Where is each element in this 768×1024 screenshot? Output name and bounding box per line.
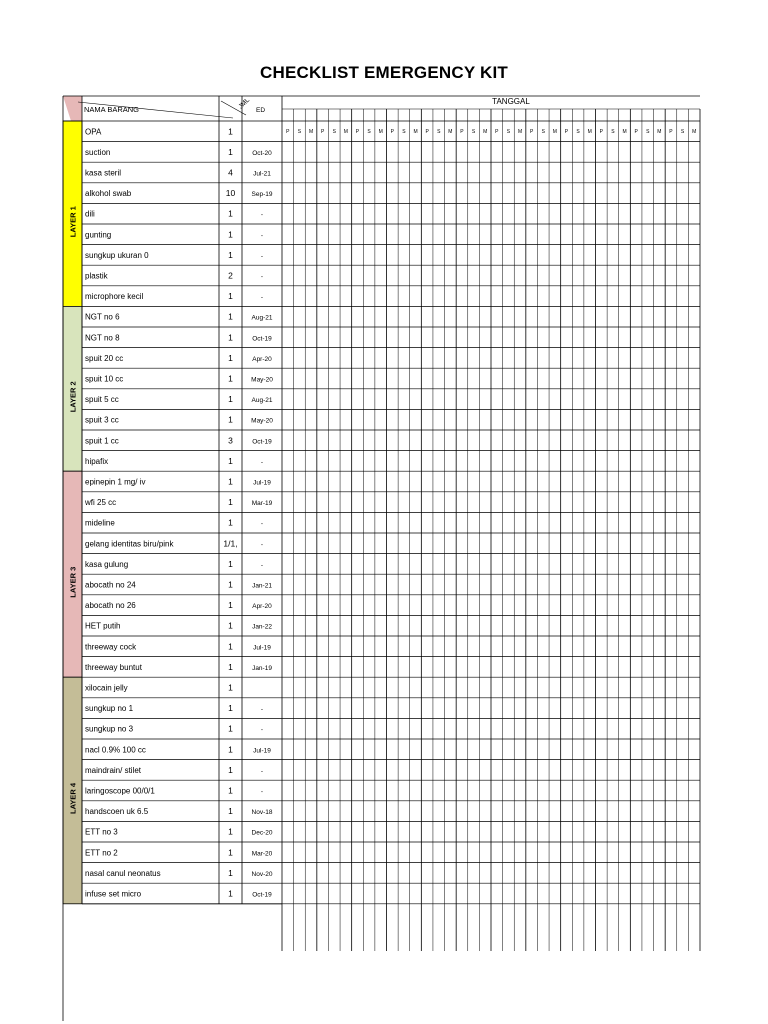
item-name: ETT no 3 [85, 827, 118, 837]
item-ed: Apr-20 [252, 603, 272, 611]
item-ed: Oct-19 [252, 335, 272, 343]
shift-label: P [320, 129, 325, 135]
item-qty: 1 [228, 744, 233, 755]
item-qty: 1 [228, 126, 233, 137]
item-qty: 1 [228, 394, 233, 405]
item-ed: - [260, 706, 264, 714]
item-qty: 1 [228, 229, 233, 240]
item-name: sungkup no 1 [85, 704, 134, 714]
shift-label: P [529, 129, 534, 135]
item-ed: - [260, 273, 264, 281]
item-qty: 1 [228, 682, 233, 693]
item-name: mideline [85, 518, 115, 528]
item-name: NGT no 8 [85, 333, 120, 343]
shift-label: M [587, 129, 592, 135]
shift-label: M [692, 129, 697, 135]
shift-label: S [611, 129, 615, 135]
item-ed: May-20 [251, 417, 273, 425]
shift-label: M [378, 129, 383, 135]
item-ed: Jan-22 [252, 623, 272, 631]
item-qty: 1 [228, 826, 233, 837]
shift-label: P [425, 129, 429, 135]
item-qty: 1 [228, 785, 233, 796]
item-ed: Oct-19 [252, 438, 272, 446]
layer-label: LAYER 4 [68, 783, 78, 814]
item-name: kasa steril [85, 168, 122, 178]
item-qty: 1 [228, 703, 233, 714]
item-qty: 1 [228, 249, 233, 260]
shift-label: P [460, 129, 464, 135]
item-name: maindrain/ stilet [85, 765, 142, 775]
item-name: handscoen uk 6.5 [85, 807, 149, 817]
shift-label: P [390, 129, 394, 135]
shift-label: S [367, 129, 371, 135]
layer-label: LAYER 1 [68, 206, 78, 238]
shift-label: M [413, 129, 418, 135]
item-name: nasal canul neonatus [85, 868, 161, 878]
item-qty: 1 [228, 291, 233, 302]
item-qty: 10 [225, 188, 236, 199]
item-qty: 1 [228, 352, 233, 363]
item-qty: 1 [228, 579, 233, 590]
item-ed: - [260, 252, 264, 260]
shift-label: P [564, 129, 569, 135]
item-ed: Nov-18 [251, 809, 273, 817]
item-qty: 1 [228, 476, 233, 487]
item-name: spuit 5 cc [85, 395, 119, 405]
item-ed: Oct-19 [252, 891, 272, 899]
item-ed: - [260, 767, 264, 775]
shift-label: M [308, 129, 314, 135]
item-ed: - [260, 561, 264, 569]
item-name: nacl 0.9% 100 cc [85, 745, 146, 755]
item-qty: 2 [228, 270, 233, 281]
item-name: OPA [85, 127, 102, 137]
header-qty-label: JML [237, 96, 252, 111]
item-ed: Nov-20 [251, 870, 273, 878]
page-title: CHECKLIST EMERGENCY KIT [260, 63, 508, 82]
item-name: alkohol swab [85, 189, 132, 199]
item-ed: - [260, 211, 264, 219]
shift-label: P [599, 129, 603, 135]
item-qty: 1 [228, 888, 233, 899]
item-ed: Aug-21 [251, 314, 273, 322]
shift-label: S [680, 129, 685, 135]
item-ed: - [260, 520, 264, 528]
item-qty: 1 [228, 600, 233, 611]
item-ed: Sep-19 [251, 191, 273, 199]
item-ed: - [260, 788, 264, 796]
item-ed: Jul-21 [253, 170, 271, 178]
item-name: microphore kecil [85, 292, 144, 302]
item-qty: 1 [228, 867, 233, 878]
item-qty: 1/1, [223, 538, 238, 549]
item-qty: 1 [228, 620, 233, 631]
item-ed: Mar-19 [251, 500, 273, 508]
item-qty: 1 [228, 847, 233, 858]
item-ed: Jan-19 [252, 664, 272, 672]
item-qty: 1 [228, 558, 233, 569]
header-name-label: NAMA BARANG [84, 105, 140, 114]
item-ed: May-20 [251, 376, 273, 384]
item-name: spuit 10 cc [85, 374, 124, 384]
item-name: spuit 1 cc [85, 436, 119, 446]
item-ed: - [260, 458, 264, 466]
shift-label: M [552, 129, 557, 135]
shift-label: P [286, 129, 290, 135]
item-qty: 1 [228, 373, 233, 384]
shift-label: M [657, 129, 662, 135]
shift-label: S [646, 129, 650, 135]
item-ed: Jul-19 [253, 747, 271, 755]
item-qty: 1 [228, 414, 233, 425]
item-name: suction [85, 147, 111, 157]
item-name: dili [85, 209, 95, 219]
shift-label: S [471, 129, 476, 135]
item-name: ETT no 2 [85, 848, 118, 858]
shift-label: S [402, 129, 406, 135]
item-name: abocath no 24 [85, 580, 136, 590]
shift-label: M [343, 129, 348, 135]
item-name: spuit 3 cc [85, 415, 119, 425]
item-name: gelang identitas biru/pink [85, 539, 174, 549]
item-qty: 1 [228, 764, 233, 775]
item-ed: - [260, 232, 264, 240]
header-date-label: TANGGAL [492, 97, 530, 106]
shift-label: P [634, 129, 638, 135]
header-no-cell [63, 96, 82, 121]
item-name: gunting [85, 230, 112, 240]
item-qty: 1 [228, 497, 233, 508]
item-name: NGT no 6 [85, 312, 120, 322]
shift-label: S [437, 129, 441, 135]
item-name: xilocain jelly [85, 683, 128, 693]
item-name: plastik [85, 271, 108, 281]
item-name: threeway buntut [85, 662, 142, 672]
item-ed: Jan-21 [252, 582, 272, 590]
item-name: kasa gulung [85, 559, 129, 569]
shift-label: P [495, 129, 499, 135]
item-qty: 1 [228, 661, 233, 672]
item-name: infuse set micro [85, 889, 142, 899]
item-ed: - [260, 726, 264, 734]
layer-label: LAYER 2 [68, 381, 78, 413]
item-qty: 1 [228, 641, 233, 652]
item-ed: Apr-20 [252, 355, 272, 363]
item-qty: 1 [228, 723, 233, 734]
item-name: sungkup ukuran 0 [85, 250, 149, 260]
item-name: sungkup no 3 [85, 724, 134, 734]
item-qty: 3 [228, 435, 233, 446]
shift-label: P [355, 129, 360, 135]
item-qty: 1 [228, 806, 233, 817]
item-name: spuit 20 cc [85, 353, 124, 363]
item-name: HET putih [85, 621, 121, 631]
shift-label: S [297, 129, 302, 135]
shift-label: M [483, 129, 488, 135]
shift-label: M [448, 129, 453, 135]
shift-label: S [541, 129, 545, 135]
shift-label: M [622, 129, 627, 135]
header-ed-label: ED [256, 107, 266, 114]
item-qty: 1 [228, 311, 233, 322]
shift-label: M [517, 129, 523, 135]
item-ed: - [260, 294, 264, 302]
item-ed: Jul-19 [253, 644, 271, 652]
item-ed: Aug-21 [251, 397, 273, 405]
item-name: laringoscope 00/0/1 [85, 786, 155, 796]
shift-label: S [576, 129, 580, 135]
shift-label: P [669, 129, 673, 135]
item-qty: 1 [228, 517, 233, 528]
item-qty: 1 [228, 332, 233, 343]
layer-label: LAYER 3 [68, 566, 78, 598]
item-ed: Oct-20 [252, 149, 272, 157]
item-qty: 1 [228, 208, 233, 219]
item-ed: Jul-19 [253, 479, 271, 487]
item-ed: Mar-20 [251, 850, 273, 858]
shift-label: S [506, 129, 511, 135]
item-name: abocath no 26 [85, 601, 136, 611]
item-name: epinepin 1 mg/ iv [85, 477, 146, 487]
item-name: threeway cock [85, 642, 137, 652]
item-qty: 1 [228, 455, 233, 466]
item-ed: Dec-20 [251, 829, 273, 837]
shift-label: S [332, 129, 336, 135]
item-qty: 4 [228, 167, 233, 178]
item-qty: 1 [228, 146, 233, 157]
item-name: hipafix [85, 456, 109, 466]
item-ed: - [260, 541, 264, 549]
item-name: wfi 25 cc [85, 498, 117, 508]
